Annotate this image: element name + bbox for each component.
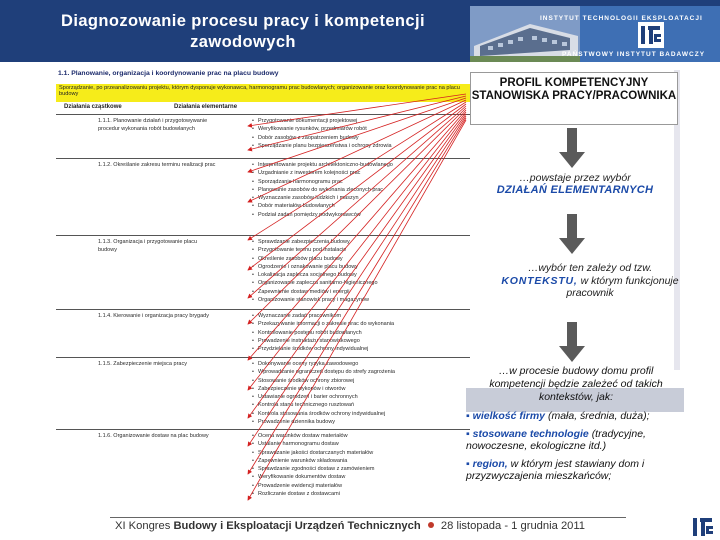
context-item xyxy=(466,428,682,453)
elementary-action: • Planowanie zasobów do wykonania zleconych prac xyxy=(252,186,464,194)
elementary-action: • Ocena warunków dostaw materiałów xyxy=(252,432,464,440)
elementary-action: • Lokalizacja zaplecza socjalnego budowy xyxy=(252,271,464,279)
footer-congress-name: Budowy i Eksploatacji Urządzeń Technicznych xyxy=(173,520,421,532)
elementary-action: • Ogrodzenie i oznakowanie placu budowy xyxy=(252,263,464,271)
institute-subtitle: PAŃSTWOWY INSTYTUT BADAWCZY xyxy=(562,51,706,58)
elementary-action: • Określenie zasobów placu budowy xyxy=(252,255,464,263)
elementary-action: • Interpretowanie projektu architektoniczno-budowlanego xyxy=(252,161,464,169)
elementary-action: • Przekazywanie informacji o zakresie prac do wykonania xyxy=(252,320,464,328)
footer-congress: XI Kongres xyxy=(115,520,171,532)
elementary-action: • Zabezpieczenie wykopów i otworów xyxy=(252,385,464,393)
document-section-title: 1.1. Planowanie, organizacja i koordynowanie prac na placu budowy xyxy=(58,70,279,77)
elementary-action: • Wyznaczanie zasobów ludzkich i maszyn xyxy=(252,194,464,202)
elementary-action: • Ustalanie harmonogramu dostaw xyxy=(252,440,464,448)
elementary-action: • Rozliczanie dostaw z dostawcami xyxy=(252,490,464,498)
elementary-action: • Przydzielanie środków ochrony indywidualnej xyxy=(252,345,464,353)
elementary-action: • Podział zadań pomiędzy podwykonawców xyxy=(252,211,464,219)
footer-date: 28 listopada - 1 grudnia 2011 xyxy=(440,520,585,532)
context-bullet-icon: ▪ xyxy=(466,457,470,470)
elementary-action: • Zapewnienie warunków składowania xyxy=(252,457,464,465)
elementary-action: • Kontrola stanu technicznego rusztowań xyxy=(252,401,464,409)
header-bar xyxy=(0,0,720,62)
footer xyxy=(115,520,585,532)
context-note xyxy=(500,262,680,300)
elementary-action: • Dokonywanie oceny ryzyka zawodowego xyxy=(252,360,464,368)
left-margin xyxy=(0,62,48,540)
context-bullet-icon: ▪ xyxy=(466,410,470,422)
itee-logo-icon xyxy=(638,22,664,48)
elementary-action: • Sprawdzanie jakości dostarczanych materiałów xyxy=(252,449,464,457)
section-elementary-actions xyxy=(252,432,464,498)
context-item xyxy=(466,458,682,483)
document-section-4 xyxy=(56,309,470,357)
elementary-action: • Stosowanie środków ochrony zbiorowej xyxy=(252,377,464,385)
elementary-action: • Przygotowanie terenu pod instalacje xyxy=(252,246,464,254)
document-highlight: Sporządzanie, po przeanalizowaniu projektu, którym dysponuje wykonawca, harmonogramu prac budowlanych; organizowanie oraz koordynowanie prac na placu budowy xyxy=(56,84,470,102)
down-arrow-icon xyxy=(557,214,587,254)
elementary-action: • Ustawianie ogrodzeń i barier ochronnych xyxy=(252,393,464,401)
section-partial-action: 1.1.5. Zabezpieczenie miejsca pracy xyxy=(98,361,187,367)
elementary-action: • Zapewnienie dostaw mediów i energii xyxy=(252,288,464,296)
note-intro: …powstaje przez wybór xyxy=(519,172,631,184)
elementary-action: • Organizowanie stanowisk pracy i magazynów xyxy=(252,296,464,304)
document-section-5 xyxy=(56,357,470,429)
document-section-6 xyxy=(56,429,470,509)
context-note-intro: …wybór ten zależy od tzw. xyxy=(527,262,653,274)
column-header-partial: Działania cząstkowe xyxy=(64,104,122,110)
section-partial-action: 1.1.6. Organizowanie dostaw na plac budowy xyxy=(98,433,209,439)
context-key: stosowane technologie xyxy=(472,427,589,440)
elementary-action: • Dobór zasobów z zaopatrzeniem budowy xyxy=(252,134,464,142)
elementary-action: • Kontrola stosowania środków ochrony indywidualnej xyxy=(252,410,464,418)
document-section-1 xyxy=(56,114,470,158)
down-arrow-icon xyxy=(557,322,587,362)
house-building-note: …w procesie budowy domu profil kompetencji będzie zależeć od takich kontekstów, jak: xyxy=(489,365,663,403)
profile-title-box: PROFIL KOMPETENCYJNY STANOWISKA PRACY/PRACOWNIKA xyxy=(470,72,678,125)
elementary-action: • Organizowanie zaplecza sanitarno-higienicznego xyxy=(252,279,464,287)
section-elementary-actions xyxy=(252,312,464,353)
elementary-actions-note xyxy=(470,172,680,196)
elementary-action: • Przygotowanie dokumentacji projektowej xyxy=(252,117,464,125)
context-key: wielkość firmy xyxy=(472,410,546,422)
column-header-elementary: Działania elementarne xyxy=(174,104,238,110)
context-value: w którym jest stawiany dom i przyzwyczajenia mieszkańców; xyxy=(466,457,645,482)
slide-title: Diagnozowanie procesu pracy i kompetencji zawodowych xyxy=(61,12,425,51)
section-partial-action: 1.1.2. Określanie zakresu terminu realizacji prac xyxy=(98,162,216,168)
elementary-action: • Kontrolowanie postępu robót budowlanych xyxy=(252,329,464,337)
down-arrow-icon xyxy=(557,128,587,168)
right-margin xyxy=(684,62,720,512)
section-elementary-actions xyxy=(252,117,464,150)
section-partial-action: 1.1.3. Organizacja i przygotowanie placu budowy xyxy=(98,239,198,254)
itee-logo-icon xyxy=(690,514,716,540)
elementary-action: • Sprawdzanie zgodności dostaw z zamówieniem xyxy=(252,465,464,473)
section-elementary-actions xyxy=(252,161,464,219)
section-partial-action: 1.1.4. Kierowanie i organizacja pracy brygady xyxy=(98,313,209,319)
elementary-action: • Sprawdzanie zabezpieczenia budowy xyxy=(252,238,464,246)
section-partial-action: 1.1.1. Planowanie działań i przygotowywanie procedur wykonania robót budowlanych xyxy=(98,118,208,133)
context-item xyxy=(466,410,682,423)
institute-banner xyxy=(470,6,720,62)
footer-bullet-icon xyxy=(428,522,434,528)
elementary-action: • Weryfikowanie dokumentów dostaw xyxy=(252,473,464,481)
elementary-action: • Weryfikowanie rysunków, przedmiarów robót xyxy=(252,125,464,133)
context-list xyxy=(466,410,682,488)
context-value: (mała, średnia, duża); xyxy=(547,410,650,422)
document-section-2 xyxy=(56,158,470,235)
institute-name: INSTYTUT TECHNOLOGII EKSPLOATACJI xyxy=(540,15,703,22)
context-bullet-icon: ▪ xyxy=(466,427,470,440)
elementary-action: • Sporządzanie planu bezpieczeństwa i ochrony zdrowia xyxy=(252,142,464,150)
elementary-action: • Dobór materiałów budowlanych xyxy=(252,202,464,210)
document-section-3 xyxy=(56,235,470,309)
context-value: (tradycyjne, nowoczesne, ekologiczne itd.) xyxy=(466,427,646,452)
elementary-action: • Sporządzanie harmonogramu prac xyxy=(252,178,464,186)
footer-divider xyxy=(110,517,626,518)
elementary-action: • Prowadzenie ewidencji materiałów xyxy=(252,482,464,490)
elementary-action: • Prowadzenie instruktażu stanowiskowego xyxy=(252,337,464,345)
elementary-action: • Wprowadzanie ograniczeń dostępu do strefy zagrożenia xyxy=(252,368,464,376)
context-note-keyword: KONTEKSTU, xyxy=(501,274,578,287)
note-emphasis: DZIAŁAŃ ELEMENTARNYCH xyxy=(496,184,654,196)
section-elementary-actions xyxy=(252,360,464,426)
section-elementary-actions xyxy=(252,238,464,304)
elementary-action: • Uzgadnianie z inwestorem kolejności prac xyxy=(252,169,464,177)
context-key: region, xyxy=(472,457,508,470)
elementary-action: • Prowadzenie dziennika budowy xyxy=(252,418,464,426)
elementary-action: • Wyznaczanie zadań pracownikom xyxy=(252,312,464,320)
context-note-rest: w którym funkcjonuje pracownik xyxy=(566,274,679,299)
